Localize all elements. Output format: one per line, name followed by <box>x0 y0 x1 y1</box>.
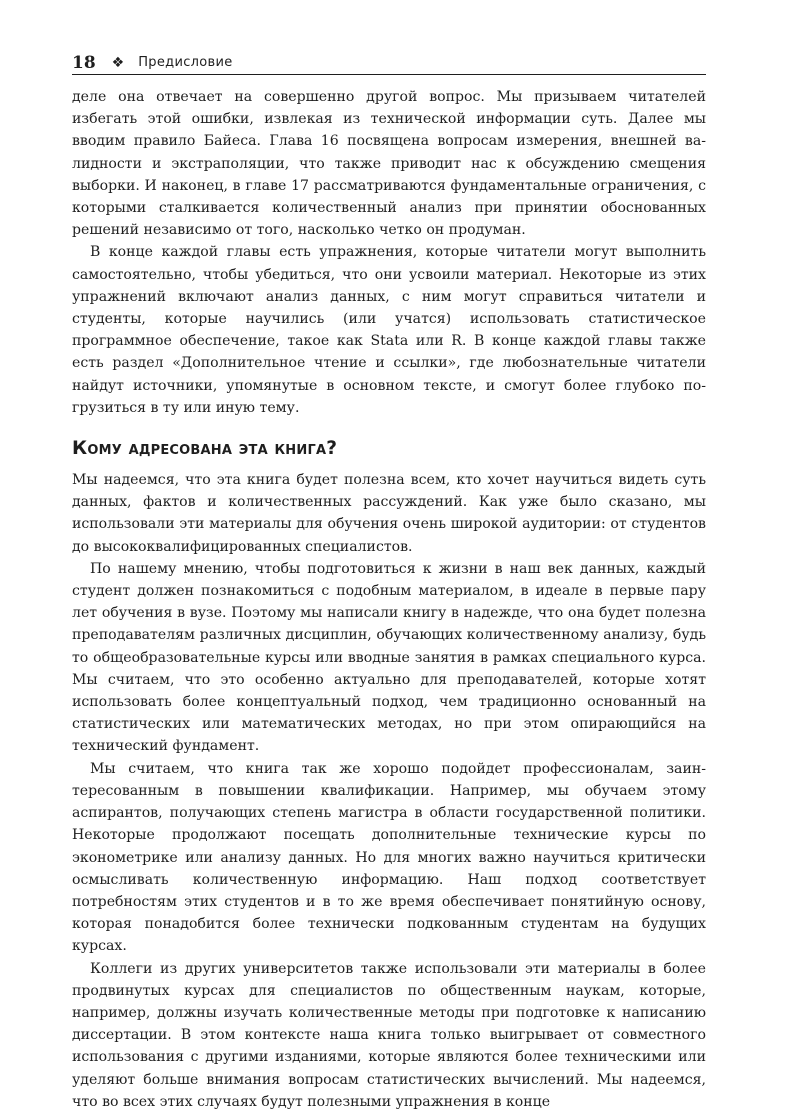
paragraph: В конце каждой главы есть упражнения, которые читатели могут выполнить самостоятельно, чтобы убедиться, что они усвоили материал. Некоторые из этих упражнений включают анализ данных, с ним могут справиться читатели и студенты, которые научились (или учатся) использовать статистическое программное обеспечение, такое как Stata или R. В конце каждой главы также есть раздел «Дополнительное чтение и ссылки», где любознательные читатели найдут источники, упомянутые в основном тексте, и смогут более глубоко погрузиться в ту или иную тему. <box>72 244 706 416</box>
paragraph: Мы надеемся, что эта книга будет полезна всем, кто хочет научиться видеть суть данных, фактов и количественных рассуждений. Как уже было сказано, мы использовали эти материалы для обучения очень широкой аудитории: от студентов до высококвалифицированных специалистов. <box>72 472 706 555</box>
paragraph: Коллеги из других университетов также использовали эти материалы в более продвинутых курсах для специалистов по общественным наукам, которые, например, должны изучать количественные методы при подготовке к написанию диссертации. В этом контексте наша книга только выигрывает от совместного использования с другими изданиями, которые являются более техническими или уделяют больше внимания вопросам статистических вычислений. Мы надеемся, что во всех этих случаях будут полезными упражнения в конце <box>72 960 706 1110</box>
running-header <box>72 52 706 75</box>
paragraph: Мы считаем, что книга так же хорошо подойдет профессионалам, заинтересованным в повышении квалификации. Например, мы обучаем этому аспирантов, получающих степень магистра в области государственной политики. Некоторые продолжают посещать дополнительные технические курсы по эконометрике или анализу данных. Но для многих важно научиться критически осмысливать количественную информацию. Наш подход соответствует потребностям этих студентов и в то же время обеспечивает понятийную основу, которая понадобится более технически подкованным студентам на будущих курсах. <box>72 760 706 955</box>
paragraph: По нашему мнению, чтобы подготовиться к жизни в наш век данных, каждый студент должен познакомиться с подобным материалом, в идеале в первые пару лет обучения в вузе. Поэтому мы написали книгу в надежде, что она будет полезна преподавателям различных дисциплин, обучающих количественному анализу, будь то общеобразовательные курсы или вводные занятия в рамках специального курса. Мы считаем, что это особенно актуально для преподавателей, которые хотят использовать более концептуальный подход, чем традиционно основанный на статистических или математических методах, но при этом опирающийся на технический фундамент. <box>72 560 706 755</box>
paragraph-continued: деле она отвечает на совершенно другой вопрос. Мы призываем читателей избегать этой ошибки, извлекая из технической информации суть. Далее мы вводим правило Байеса. Глава 16 посвящена вопросам измерения, внешней валидности и экстраполяции, что также приводит нас к обсуждению смещения выборки. И наконец, в главе 17 рассматриваются фундаментальные ограничения, с которыми сталкивается количественный анализ при принятии обоснованных решений независимо от того, насколько четко он продуман. <box>72 89 706 239</box>
page-number: 18 <box>72 53 96 73</box>
body-text <box>72 86 706 1113</box>
diamond-ornament-icon: ❖ <box>111 55 125 71</box>
section-heading: Кому адресована эта книга? <box>72 438 338 460</box>
running-title: Предисловие <box>138 55 233 70</box>
